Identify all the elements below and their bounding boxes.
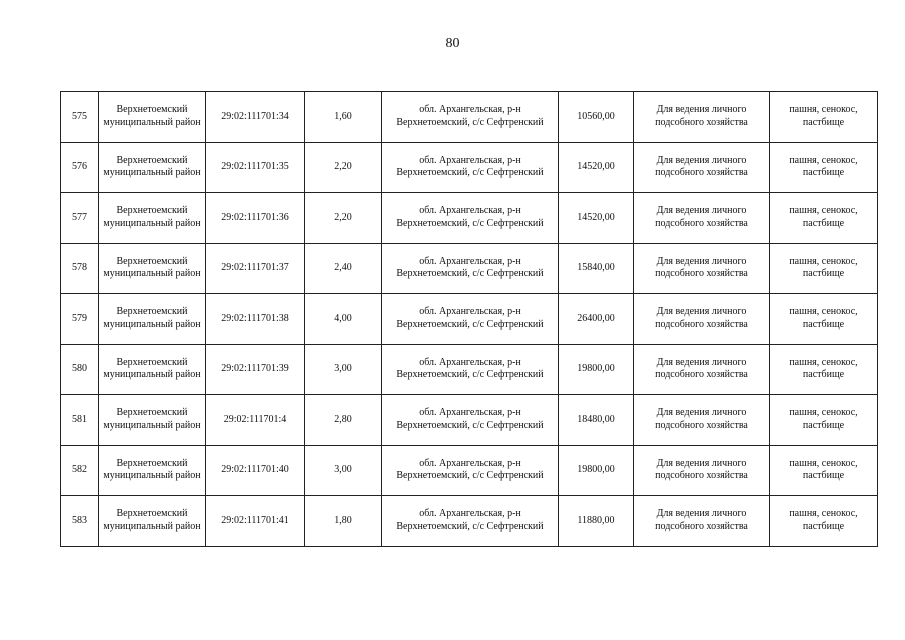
row-number: 583 — [61, 496, 99, 547]
purpose-cell: Для ведения личного подсобного хозяйства — [634, 243, 770, 294]
cadastral-number-cell: 29:02:111701:39 — [206, 344, 305, 395]
value-cell: 14520,00 — [559, 193, 634, 244]
row-number: 575 — [61, 92, 99, 143]
value-cell: 10560,00 — [559, 92, 634, 143]
purpose-cell: Для ведения личного подсобного хозяйства — [634, 193, 770, 244]
cadastral-number-cell: 29:02:111701:41 — [206, 496, 305, 547]
land-use-cell: пашня, сенокос, пастбище — [770, 294, 878, 345]
row-number: 581 — [61, 395, 99, 446]
area-cell: 3,00 — [305, 344, 382, 395]
table-row — [61, 445, 878, 496]
district-cell: Верхнетоемский муниципальный район — [99, 142, 206, 193]
value-cell: 18480,00 — [559, 395, 634, 446]
district-cell: Верхнетоемский муниципальный район — [99, 294, 206, 345]
land-plots-table — [60, 91, 878, 547]
land-use-cell: пашня, сенокос, пастбище — [770, 344, 878, 395]
row-number: 579 — [61, 294, 99, 345]
district-cell: Верхнетоемский муниципальный район — [99, 445, 206, 496]
purpose-cell: Для ведения личного подсобного хозяйства — [634, 294, 770, 345]
cadastral-number-cell: 29:02:111701:4 — [206, 395, 305, 446]
table-row — [61, 92, 878, 143]
location-cell: обл. Архангельская, р-н Верхнетоемский, с/с Сефтренский — [382, 193, 559, 244]
row-number: 580 — [61, 344, 99, 395]
district-cell: Верхнетоемский муниципальный район — [99, 496, 206, 547]
area-cell: 3,00 — [305, 445, 382, 496]
table-row — [61, 142, 878, 193]
cadastral-number-cell: 29:02:111701:37 — [206, 243, 305, 294]
cadastral-number-cell: 29:02:111701:34 — [206, 92, 305, 143]
row-number: 582 — [61, 445, 99, 496]
land-use-cell: пашня, сенокос, пастбище — [770, 496, 878, 547]
location-cell: обл. Архангельская, р-н Верхнетоемский, с/с Сефтренский — [382, 445, 559, 496]
value-cell: 11880,00 — [559, 496, 634, 547]
table-row — [61, 243, 878, 294]
location-cell: обл. Архангельская, р-н Верхнетоемский, с/с Сефтренский — [382, 496, 559, 547]
land-use-cell: пашня, сенокос, пастбище — [770, 395, 878, 446]
district-cell: Верхнетоемский муниципальный район — [99, 92, 206, 143]
area-cell: 1,80 — [305, 496, 382, 547]
area-cell: 4,00 — [305, 294, 382, 345]
location-cell: обл. Архангельская, р-н Верхнетоемский, с/с Сефтренский — [382, 142, 559, 193]
purpose-cell: Для ведения личного подсобного хозяйства — [634, 445, 770, 496]
purpose-cell: Для ведения личного подсобного хозяйства — [634, 344, 770, 395]
table-row — [61, 193, 878, 244]
purpose-cell: Для ведения личного подсобного хозяйства — [634, 496, 770, 547]
district-cell: Верхнетоемский муниципальный район — [99, 395, 206, 446]
purpose-cell: Для ведения личного подсобного хозяйства — [634, 395, 770, 446]
table-row — [61, 294, 878, 345]
location-cell: обл. Архангельская, р-н Верхнетоемский, с/с Сефтренский — [382, 92, 559, 143]
cadastral-number-cell: 29:02:111701:36 — [206, 193, 305, 244]
land-use-cell: пашня, сенокос, пастбище — [770, 92, 878, 143]
page-number: 80 — [445, 36, 460, 51]
purpose-cell: Для ведения личного подсобного хозяйства — [634, 142, 770, 193]
cadastral-number-cell: 29:02:111701:40 — [206, 445, 305, 496]
area-cell: 2,40 — [305, 243, 382, 294]
area-cell: 2,80 — [305, 395, 382, 446]
area-cell: 1,60 — [305, 92, 382, 143]
row-number: 578 — [61, 243, 99, 294]
land-use-cell: пашня, сенокос, пастбище — [770, 243, 878, 294]
district-cell: Верхнетоемский муниципальный район — [99, 344, 206, 395]
land-use-cell: пашня, сенокос, пастбище — [770, 142, 878, 193]
table-row — [61, 344, 878, 395]
value-cell: 26400,00 — [559, 294, 634, 345]
district-cell: Верхнетоемский муниципальный район — [99, 193, 206, 244]
table-row — [61, 496, 878, 547]
location-cell: обл. Архангельская, р-н Верхнетоемский, с/с Сефтренский — [382, 395, 559, 446]
value-cell: 14520,00 — [559, 142, 634, 193]
row-number: 577 — [61, 193, 99, 244]
area-cell: 2,20 — [305, 142, 382, 193]
row-number: 576 — [61, 142, 99, 193]
value-cell: 19800,00 — [559, 344, 634, 395]
location-cell: обл. Архангельская, р-н Верхнетоемский, с/с Сефтренский — [382, 294, 559, 345]
area-cell: 2,20 — [305, 193, 382, 244]
land-use-cell: пашня, сенокос, пастбище — [770, 193, 878, 244]
value-cell: 15840,00 — [559, 243, 634, 294]
land-use-cell: пашня, сенокос, пастбище — [770, 445, 878, 496]
cadastral-number-cell: 29:02:111701:38 — [206, 294, 305, 345]
purpose-cell: Для ведения личного подсобного хозяйства — [634, 92, 770, 143]
table-row — [61, 395, 878, 446]
value-cell: 19800,00 — [559, 445, 634, 496]
location-cell: обл. Архангельская, р-н Верхнетоемский, с/с Сефтренский — [382, 344, 559, 395]
location-cell: обл. Архангельская, р-н Верхнетоемский, с/с Сефтренский — [382, 243, 559, 294]
district-cell: Верхнетоемский муниципальный район — [99, 243, 206, 294]
cadastral-number-cell: 29:02:111701:35 — [206, 142, 305, 193]
